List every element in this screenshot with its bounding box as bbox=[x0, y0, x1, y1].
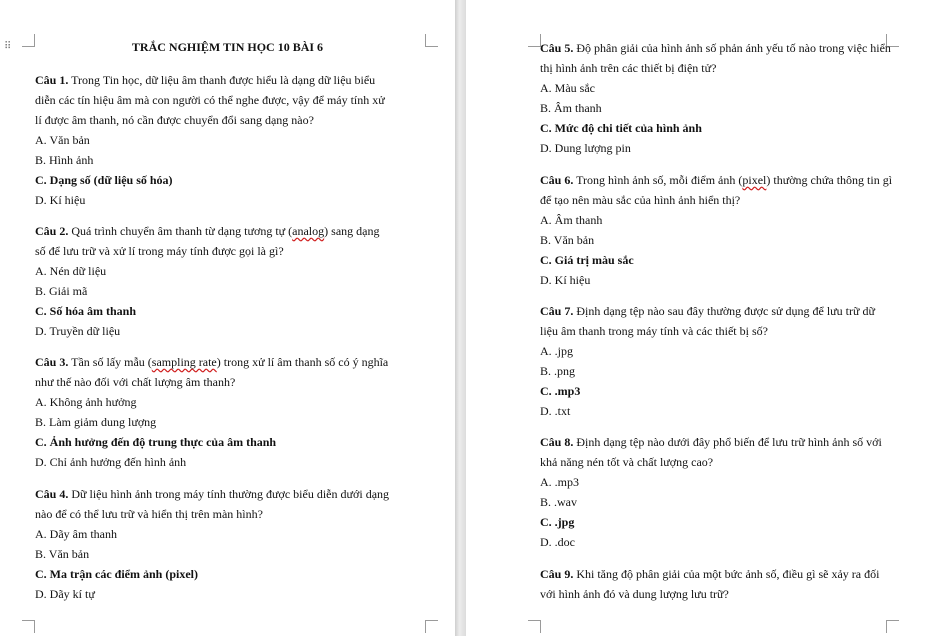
question-6-line bbox=[540, 173, 892, 187]
question-text: ) sang dạng bbox=[324, 224, 380, 238]
document-page-right bbox=[466, 0, 933, 636]
question-2-line: số để lưu trữ và xử lí trong máy tính được gọi là gì? bbox=[35, 244, 284, 258]
page-corner-mark bbox=[886, 620, 899, 633]
option: B. .wav bbox=[540, 495, 577, 509]
question-label: Câu 2. bbox=[35, 224, 69, 238]
option: A. .jpg bbox=[540, 344, 573, 358]
question-2-line bbox=[35, 224, 379, 238]
correct-option: C. Mức độ chi tiết của hình ảnh bbox=[540, 121, 702, 135]
question-text: Trong Tin học, dữ liệu âm thanh được hiểu là dạng dữ liệu biểu bbox=[68, 73, 376, 87]
correct-option: C. Dạng số (dữ liệu số hóa) bbox=[35, 173, 173, 187]
question-label: Câu 8. bbox=[540, 435, 574, 449]
option: D. Kí hiệu bbox=[540, 273, 591, 287]
question-6-line: để tạo nên màu sắc của hình ảnh hiển thị? bbox=[540, 193, 741, 207]
question-text: Trong hình ảnh số, mỗi điểm ảnh ( bbox=[573, 173, 743, 187]
option: A. Nén dữ liệu bbox=[35, 264, 107, 278]
question-text: Độ phân giải của hình ảnh số phản ánh yếu tố nào trong việc hiển bbox=[573, 41, 891, 55]
option: A. Âm thanh bbox=[540, 213, 603, 227]
question-9-line: với hình ảnh đó và dung lượng lưu trữ? bbox=[540, 587, 729, 601]
option: D. Truyền dữ liệu bbox=[35, 324, 121, 338]
question-3-line bbox=[35, 355, 388, 369]
question-7-line bbox=[540, 304, 875, 318]
option: B. .png bbox=[540, 364, 576, 378]
option: A. Văn bản bbox=[35, 133, 90, 147]
question-1-line: diễn các tín hiệu âm mà con người có thể nghe được, vậy để máy tính xử bbox=[35, 93, 385, 107]
spellcheck-word: pixel bbox=[742, 173, 767, 187]
option: B. Hình ảnh bbox=[35, 153, 94, 167]
question-8-line: khả năng nén tốt và chất lượng cao? bbox=[540, 455, 714, 469]
question-4-line bbox=[35, 487, 389, 501]
question-text: Định dạng tệp nào sau đây thường được sử dụng để lưu trữ dữ bbox=[573, 304, 876, 318]
correct-option: C. Ma trận các điểm ảnh (pixel) bbox=[35, 567, 198, 581]
question-text: Quá trình chuyển âm thanh từ dạng tương tự ( bbox=[68, 224, 293, 238]
page-gutter bbox=[455, 0, 466, 636]
page-corner-mark bbox=[528, 620, 541, 633]
option: B. Giải mã bbox=[35, 284, 88, 298]
question-text: Định dạng tệp nào dưới đây phổ biến để lưu trữ hình ảnh số với bbox=[573, 435, 882, 449]
table-move-handle-icon[interactable]: ⠿ bbox=[4, 41, 13, 52]
page-corner-mark bbox=[425, 620, 438, 633]
document-page-left bbox=[0, 0, 455, 636]
correct-option: C. .mp3 bbox=[540, 384, 581, 398]
option: D. Dãy kí tự bbox=[35, 587, 95, 601]
question-5-line: thị hình ảnh trên các thiết bị điện tử? bbox=[540, 61, 717, 75]
option: A. Dãy âm thanh bbox=[35, 527, 117, 541]
option: A. .mp3 bbox=[540, 475, 579, 489]
question-text: Dữ liệu hình ảnh trong máy tính thường được biểu diễn dưới dạng bbox=[68, 487, 390, 501]
question-label: Câu 7. bbox=[540, 304, 574, 318]
question-label: Câu 3. bbox=[35, 355, 69, 369]
correct-option: C. Ảnh hưởng đến độ trung thực của âm thanh bbox=[35, 435, 277, 449]
question-label: Câu 1. bbox=[35, 73, 69, 87]
question-text: ) trong xử lí âm thanh số có ý nghĩa bbox=[216, 355, 389, 369]
option: B. Văn bản bbox=[540, 233, 595, 247]
option: D. .txt bbox=[540, 404, 571, 418]
question-1-line bbox=[35, 73, 375, 87]
spellcheck-word: analog bbox=[292, 224, 325, 238]
question-label: Câu 6. bbox=[540, 173, 574, 187]
option: D. Chỉ ảnh hưởng đến hình ảnh bbox=[35, 455, 187, 469]
option: B. Làm giảm dung lượng bbox=[35, 415, 157, 429]
option: D. Kí hiệu bbox=[35, 193, 86, 207]
question-9-line bbox=[540, 567, 879, 581]
question-5-line bbox=[540, 41, 891, 55]
question-label: Câu 5. bbox=[540, 41, 574, 55]
document-title: TRẮC NGHIỆM TIN HỌC 10 BÀI 6 bbox=[131, 40, 324, 54]
option: B. Âm thanh bbox=[540, 101, 602, 115]
correct-option: C. Số hóa âm thanh bbox=[35, 304, 137, 318]
question-text: Khi tăng độ phân giải của một bức ảnh số, điều gì sẽ xảy ra đối bbox=[573, 567, 880, 581]
question-1-line: lí được âm thanh, nó cần được chuyển đổi sang dạng nào? bbox=[35, 113, 314, 127]
option: A. Màu sắc bbox=[540, 81, 595, 95]
question-8-line bbox=[540, 435, 882, 449]
question-text: ) thường chứa thông tin gì bbox=[766, 173, 893, 187]
spellcheck-word: sampling rate bbox=[151, 355, 217, 369]
question-3-line: như thế nào đối với chất lượng âm thanh? bbox=[35, 375, 236, 389]
option: B. Văn bản bbox=[35, 547, 90, 561]
question-label: Câu 4. bbox=[35, 487, 69, 501]
correct-option: C. Giá trị màu sắc bbox=[540, 253, 634, 267]
question-7-line: liệu âm thanh trong máy tính và các thiết bị số? bbox=[540, 324, 768, 338]
correct-option: C. .jpg bbox=[540, 515, 575, 529]
question-4-line: nào để có thể lưu trữ và hiển thị trên màn hình? bbox=[35, 507, 263, 521]
question-label: Câu 9. bbox=[540, 567, 574, 581]
option: D. .doc bbox=[540, 535, 575, 549]
option: D. Dung lượng pin bbox=[540, 141, 631, 155]
page-corner-mark bbox=[22, 620, 35, 633]
question-text: Tần số lấy mẫu ( bbox=[68, 355, 152, 369]
option: A. Không ảnh hưởng bbox=[35, 395, 137, 409]
